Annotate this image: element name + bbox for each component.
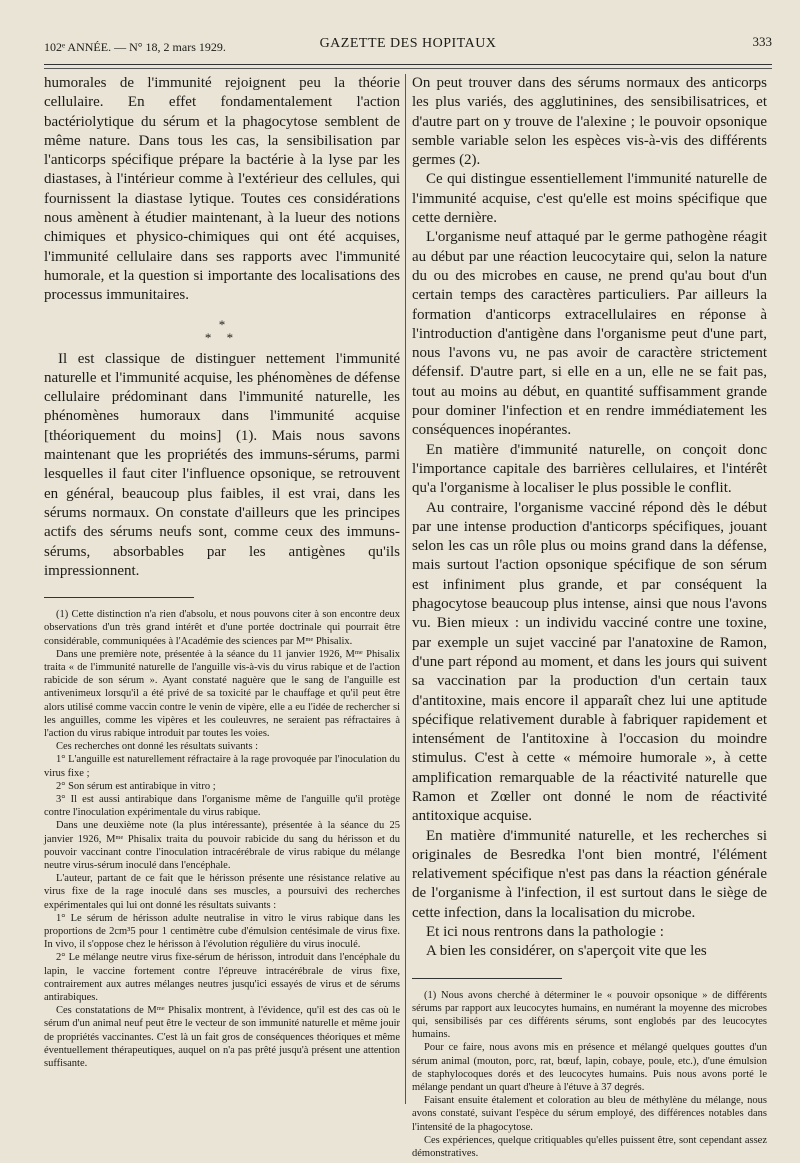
footnote: 2° Son sérum est antirabique in vitro ; <box>56 780 216 792</box>
left-column <box>44 74 400 1070</box>
right-paragraph: A bien les considérer, on s'aperçoit vite que les <box>426 943 707 960</box>
section-separator: * * * <box>204 316 240 345</box>
footnote-rule <box>412 978 562 979</box>
footnote: Ces recherches ont donné les résultats suivants : <box>56 741 259 753</box>
right-footnotes <box>412 989 767 1161</box>
footnote-rule <box>44 597 194 598</box>
left-paragraph-1: humorales de l'immunité rejoignent peu la théorie cellulaire. En effet fondamentalement l'action bactériolytique du sérum et la phagocytose semblent de même nature. Dans tous les cas, la sensibilisation par l'anticorps spécifique prépare la bactérie à la lyse par les diastases, à l'intérieur comme à l'extérieur des cellules, qui fournissent la diastase lytique. Toutes ces considérations nous amènent à étudier maintenant, à la lueur des notions chimiques et physico-chimiques qui ont été acquises, l'immunité cellulaire dans ses rapports avec l'immunité humorale, et la question si importante des localisations des processus immunitaires. <box>44 75 400 304</box>
right-paragraph: On peut trouver dans des sérums normaux des anticorps les plus variés, des agglutinines, des sensibilisatrices, et d'autre part on y trouve de l'alexine ; le pouvoir opsonique semble variable selon les espèces vis-à-vis des différents germes (2). <box>412 75 767 169</box>
footnote: L'auteur, partant de ce fait que le hérisson présente une résistance relative au virus fixe de la rage inoculé dans ses muscles, a poursuivi des recherches expérimentales qui lui ont donné les résultats suivants : <box>44 873 400 911</box>
journal-title: GAZETTE DES HOPITAUX <box>319 36 497 51</box>
footnote: Pour ce faire, nous avons mis en présence et mélangé quelques gouttes d'un sérum animal (mouton, porc, rat, bœuf, lapin, cobaye, poule, etc.), d'une émulsion de staphylocoques dorés et des leucocytes humains. Puis nous avons porté le mélange pendant un quart d'heure à l'étuve à 37 degrés. <box>412 1042 767 1094</box>
issue-line: 102ᵉ ANNÉE. — N° 18, 2 mars 1929. <box>44 40 226 54</box>
header-rule-thin <box>44 68 772 69</box>
right-paragraph: En matière d'immunité naturelle, et les recherches si originales de Besredka l'ont bien montré, l'élément relativement spécifique n'est pas dans la réaction générale de l'organisme à l'infection, il est surtout dans le siège de cette infection, dans la localisation du microbe. <box>412 827 767 921</box>
footnote: 2° Le mélange neutre virus fixe-sérum de hérisson, introduit dans l'encéphale du lapin, le vaccine fortement contre l'épreuve intracérébrale de virus fixe, contrairement aux autres mélanges neutres jusqu'ici essayés de virus et de sérums antirabiques. <box>44 952 400 1004</box>
right-column <box>412 74 767 1160</box>
footnote: Dans une première note, présentée à la séance du 11 janvier 1926, Mᵐᵉ Phisalix traita « de l'immunité naturelle de l'anguille vis-à-vis du virus rabique et de l'action rabicide de son sérum ». Ayant constaté naguère que le sang de l'anguille est antivenimeux lorsqu'il a été privé de sa toxicité par le chauffage et qu'il peut être alors utilisé comme vaccin contre le venin de vipère, elle a eu l'idée de rechercher si les anguilles, comme les vipères et les couleuvres, ne seraient pas réfractaires à l'action du virus rabique introduit par toutes les voies. <box>44 648 400 739</box>
right-paragraph: Au contraire, l'organisme vacciné répond dès le début par une intense production d'anticorps spécifiques, jouant selon les cas un rôle plus ou moins grand dans la défense, mais surtout l'action opsonique spécifique de son sérum est infiniment plus grande, et par conséquent la phagocytose beaucoup plus intense, ainsi que nous l'avons vu. Bien mieux : un individu vacciné contre une toxine, par exemple un sujet vacciné par l'anatoxine de Ramon, d'une part répond au moment, et dans les jours qui suivent sa vaccination par la production d'un certain taux d'antitoxine, mais encore il apparaît chez lui une aptitude spécifique relativement durable à fabriquer rapidement et intensément de l'antitoxine à l'occasion du moindre stimulus. C'est à cette « mémoire humorale », à cette amplification remarquable de la réactivité naturelle que Ramon et Zœller ont donné le nom de réactivité antitoxique acquise. <box>412 499 767 825</box>
right-paragraph: En matière d'immunité naturelle, on conçoit donc l'importance capitale des barrières cellulaires, et l'intérêt qu'a l'organisme à localiser le plus possible le conflit. <box>412 441 767 497</box>
running-header <box>44 32 772 60</box>
page-number: 333 <box>752 34 772 49</box>
footnote: Ces constatations de Mᵐᵉ Phisalix montrent, à l'évidence, qu'il est des cas où le sérum d'un animal neuf peut être le vecteur de son immunité naturelle et même jouir de propriétés vaccinantes. C'est là un fait gros de conséquences théoriques et même éventuellement thérapeutiques, auquel on n'a pas prêté jusqu'à présent une attention suffisante. <box>44 1005 400 1070</box>
footnote: 3° Il est aussi antirabique dans l'organisme même de l'anguille qu'il protège contre l'inoculation expérimentale du virus rabique. <box>44 793 400 819</box>
footnote: Dans une deuxième note (la plus intéressante), présentée à la séance du 25 janvier 1926, Mᵐᵉ Phisalix traita du pouvoir rabicide du sang du hérisson et du pouvoir vaccinant contre l'inoculation intracérébrale de virus rabique du mélange neutre virus-sérum inoculé dans l'encéphale. <box>44 820 400 871</box>
right-paragraph: Et ici nous rentrons dans la pathologie : <box>426 924 664 941</box>
footnote: 1° L'anguille est naturellement réfractaire à la rage provoquée par l'inoculation du virus fixe ; <box>44 754 400 779</box>
left-paragraph-2: Il est classique de distinguer nettement l'immunité naturelle et l'immunité acquise, les phénomènes de défense cellulaire prédominant dans l'immunité naturelle, les phénomènes humoraux dans l'immunité acquise [théoriquement du moins] (1). Mais nous savons maintenant que les propriétés des immuns-sérums, parmi lesquelles il faut citer l'influence opsonique, se retrouvent en général, beaucoup plus faibles, il est vrai, dans les sérums normaux. On constate d'ailleurs que les principes actifs des sérums neufs sont, comme ceux des immuns-sérums, absorbables par les antigènes qu'ils impressionnent. <box>44 350 400 579</box>
footnote: Ces expériences, quelque critiquables qu'elles puissent être, sont cependant assez démonstratives. <box>412 1134 767 1160</box>
right-paragraph: Ce qui distingue essentiellement l'immunité naturelle de l'immunité acquise, c'est qu'elle est moins spécifique que cette dernière. <box>412 171 767 227</box>
footnote: (1) Nous avons cherché à déterminer le « pouvoir opsonique » de différents sérums par rapport aux leucocytes humains, en numérant la moyenne des microbes qui, sensibilisés par ces différents sérums, sont englobés par des leucocytes humains. <box>412 989 767 1041</box>
footnote: Faisant ensuite étalement et coloration au bleu de méthylène du mélange, nous avons constaté, suivant l'espèce du sérum employé, des différences notables dans l'intensité de la phagocytose. <box>412 1095 767 1133</box>
footnote: 1° Le sérum de hérisson adulte neutralise in vitro le virus rabique dans les proportions de 2cm³5 pour 1 centimètre cube d'émulsion centésimale de virus fixe. In vivo, il s'oppose chez le hérisson à l'évolution régulière du virus inoculé. <box>44 912 400 951</box>
left-footnotes <box>44 608 400 1070</box>
footnote: (1) Cette distinction n'a rien d'absolu, et nous pouvons citer à son encontre deux observations d'un très grand intérêt et d'une portée doctrinale qui pourrait être considérable, communiquées à l'Académie des sciences par Mᵐᵉ Phisalix. <box>44 609 400 647</box>
header-rule <box>44 64 772 65</box>
column-divider <box>405 74 406 1104</box>
right-paragraph: L'organisme neuf attaqué par le germe pathogène réagit au début par une réaction leucocytaire qui, selon la nature du ou des microbes en cause, ne prend qu'au bout d'un certain temps des caractères particuliers. Par ailleurs la formation d'anticorps extracellulaires en réponse à l'introduction d'antigène dans l'organisme peut d'une part, nous l'avons vu, ne pas avoir de caractère strictement défensif. D'autre part, si elle en a un, elle ne se fait pas, tout au moins au début, en quantité suffisamment grande pour dominer l'infection et en rendre immédiatement les conséquences inopérantes. <box>412 229 767 439</box>
